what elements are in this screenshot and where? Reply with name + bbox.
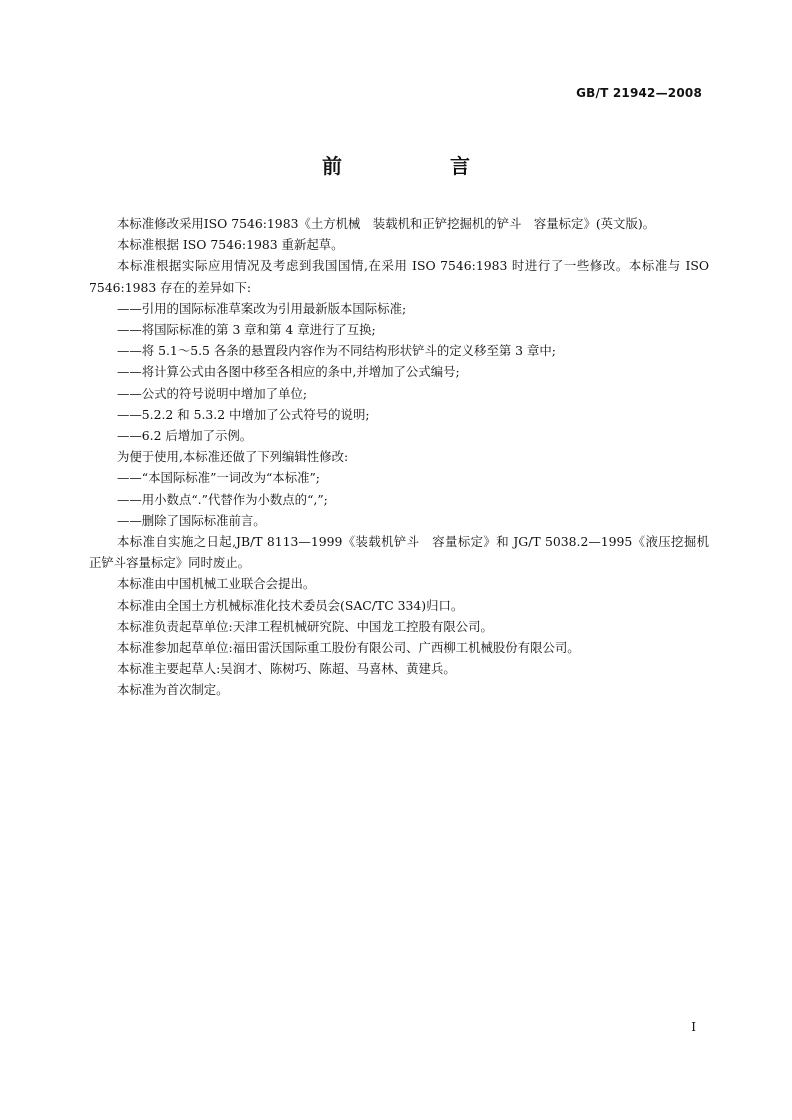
paragraph-redrafted: 本标准根据 ISO 7546:1983 重新起草。 [117, 237, 344, 253]
foreword-body [89, 213, 722, 701]
list-item: ——将国际标准的第 3 章和第 4 章进行了互换; [117, 322, 376, 338]
paragraph-adoption: 本标准修改采用ISO 7546:1983《土方机械 装载机和正铲挖掘机的铲斗 容量标定》(英文版)。 [117, 216, 656, 231]
paragraph-administrator: 本标准由全国土方机械标准化技术委员会(SAC/TC 334)归口。 [117, 597, 464, 613]
paragraph-participating-drafters: 本标准参加起草单位:福田雷沃国际重工股份有限公司、广西柳工机械股份有限公司。 [117, 640, 580, 656]
list-item: ——用小数点“.”代替作为小数点的“,”; [117, 491, 328, 507]
list-item: ——5.2.2 和 5.3.2 中增加了公式符号的说明; [117, 406, 370, 422]
list-item: ——引用的国际标准草案改为引用最新版本国际标准; [117, 300, 407, 316]
paragraph-supersedes: 本标准自实施之日起,JB/T 8113—1999《装载机铲斗 容量标定》和 JG/T 5038.2—1995《液压挖掘机 正铲斗容量标定》同时废止。 [89, 534, 722, 571]
page-number: I [691, 1020, 696, 1034]
list-item: ——“本国际标准”一词改为“本标准”; [117, 470, 320, 486]
page-title: 前 言 [322, 154, 514, 178]
list-item: ——将 5.1～5.5 各条的悬置段内容作为不同结构形状铲斗的定义移至第 3 章中; [117, 343, 556, 359]
list-item: ——删除了国际标准前言。 [117, 512, 266, 528]
list-item: ——公式的符号说明中增加了单位; [117, 385, 308, 401]
paragraph-lead-drafters: 本标准负责起草单位:天津工程机械研究院、中国龙工控股有限公司。 [117, 618, 493, 634]
list-item: ——将计算公式由各图中移至各相应的条中,并增加了公式编号; [117, 364, 460, 380]
paragraph-differences-intro: 本标准根据实际应用情况及考虑到我国国情,在采用 ISO 7546:1983 时进行了一些修改。本标准与 ISO 7546:1983 存在的差异如下: [89, 258, 710, 295]
paragraph-editorial-intro: 为便于使用,本标准还做了下列编辑性修改: [117, 449, 349, 465]
standard-code: GB/T 21942—2008 [576, 86, 702, 100]
paragraph-proposer: 本标准由中国机械工业联合会提出。 [117, 576, 316, 592]
paragraph-main-authors: 本标准主要起草人:吴润才、陈树巧、陈超、马喜林、黄建兵。 [117, 661, 456, 677]
list-item: ——6.2 后增加了示例。 [117, 428, 253, 444]
paragraph-first-edition: 本标准为首次制定。 [117, 682, 229, 698]
